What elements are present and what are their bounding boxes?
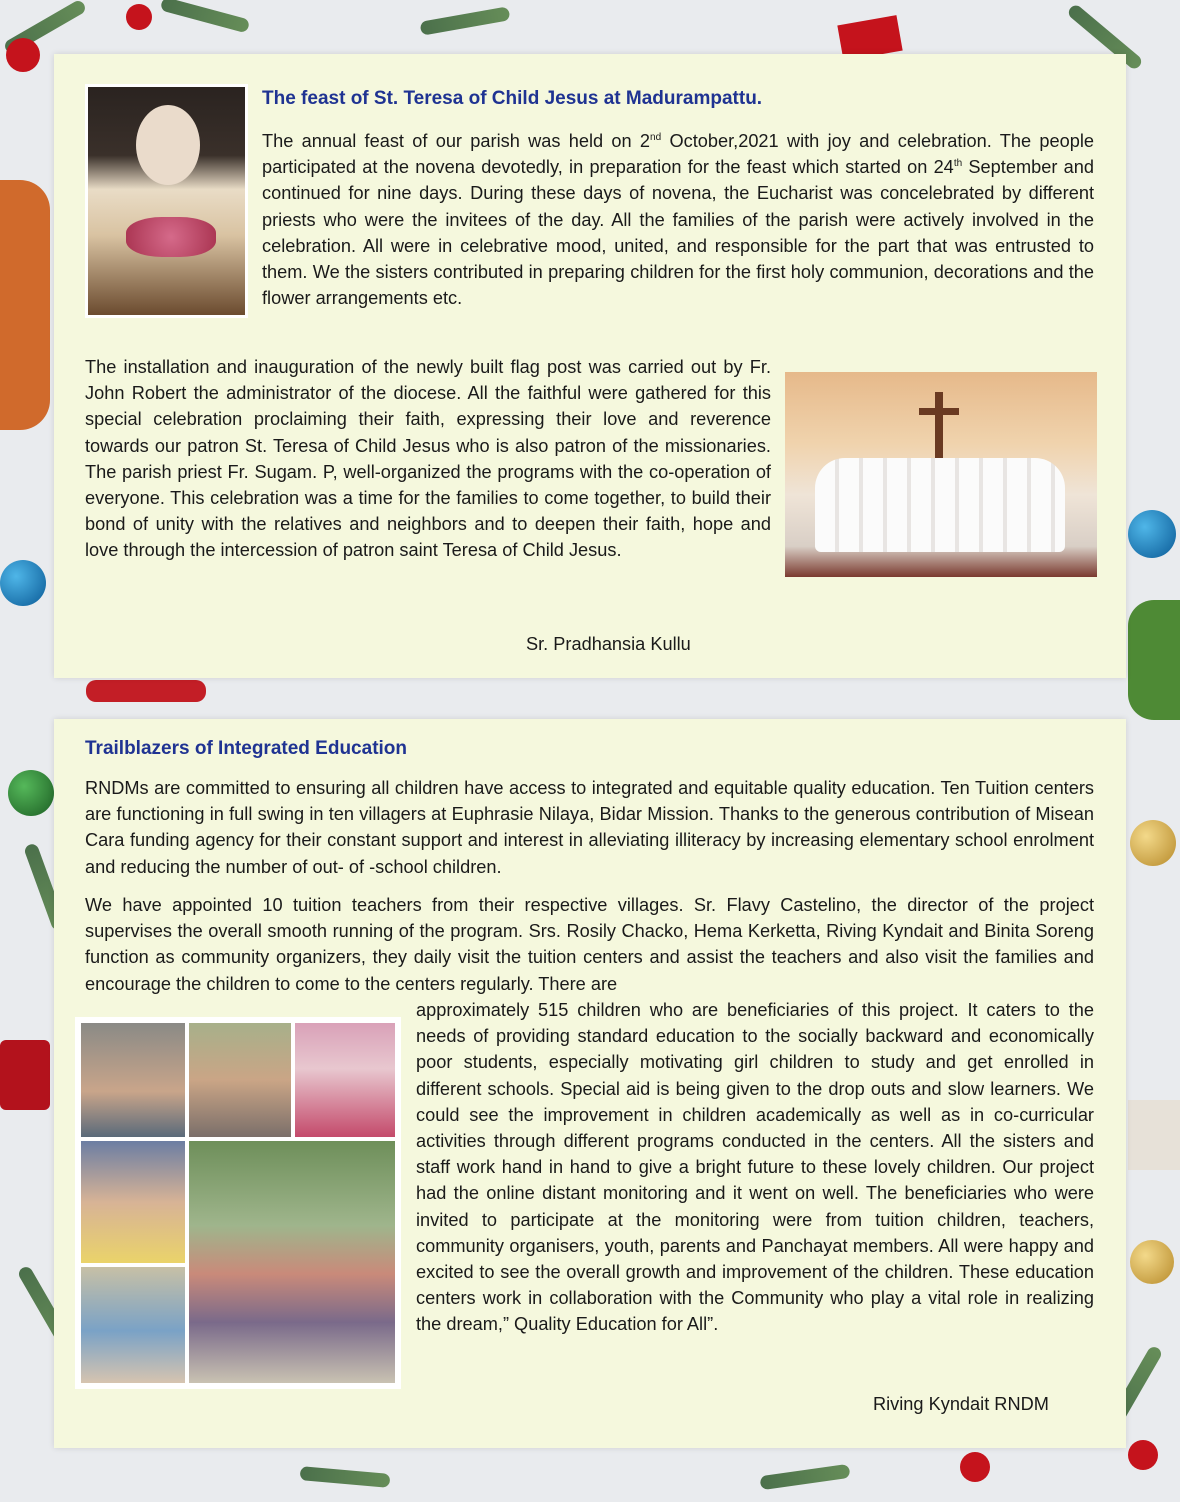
article-title: The feast of St. Teresa of Child Jesus at Madurampattu. [262, 88, 763, 109]
roses-shape [126, 217, 216, 257]
article-author: Riving Kyndait RNDM [873, 1394, 1049, 1414]
paragraph-text: September and continued for nine days. During these days of novena, the Eucharist was concelebrated by different priests who were the invitees of the day. All the families of the parish were actively involved in the celebration. All were in celebrative mood, united, and responsible for the part that was entrusted to them. We the sisters contributed in preparing children for the first holy communion, decorations and the flower arrangements etc. [262, 157, 1094, 309]
gold-ornament-decoration [1130, 1240, 1174, 1284]
gift-box-decoration [0, 1040, 50, 1110]
red-berry-decoration [1128, 1440, 1158, 1470]
gold-ornament-decoration [1130, 820, 1176, 866]
st-teresa-portrait-image [85, 84, 248, 318]
paragraph-text: October,2021 with joy and celebration. The people participated at the novena devotedly, in preparation for the feast which started on 24 [262, 131, 1094, 178]
article-paragraph-1 [262, 128, 1094, 311]
collage-photo [81, 1267, 185, 1383]
pine-branch-decoration [759, 1464, 850, 1490]
pine-branch-decoration [160, 0, 251, 33]
felt-tree-decoration [1128, 600, 1180, 720]
ribbon-decoration [86, 680, 206, 702]
pine-branch-decoration [300, 1466, 391, 1488]
blue-ornament-decoration [0, 560, 46, 606]
collage-photo-large-group [189, 1141, 395, 1383]
collage-photo [295, 1023, 395, 1137]
article-title: Trailblazers of Integrated Education [85, 738, 408, 759]
article-feast-st-teresa [54, 54, 1126, 678]
article-paragraph-1: RNDMs are committed to ensuring all children have access to integrated and equitable quality education. Ten Tuition centers are functioning in full swing in ten villagers at Euphrasie Nilaya, Bidar Mission. Thanks to the generous contribution of Misean Cara funding agency for their constant support and interest in alleviating illiteracy by increasing elementary school enrolment and reducing the number of out- of -school children. [85, 778, 1094, 877]
article-paragraph-2: The installation and inauguration of the newly built flag post was carried out by Fr. John Robert the administrator of the diocese. All the faithful were gathered for this special celebration proclaiming their faith, expressing their love and reverence towards our patron St. Teresa of Child Jesus who is also patron of the missionaries. The parish priest Fr. Sugam. P, well-organized the programs with the co-operation of everyone. This celebration was a time for the families to come together, to build their bond of unity with the relatives and neighbors and to deepen their faith, hope and love through the intercession of patron saint Teresa of Child Jesus. [85, 357, 771, 561]
paragraph-text: The annual feast of our parish was held on 2 [262, 131, 651, 151]
collage-photo [81, 1141, 185, 1263]
tuition-centers-photo-collage [75, 1017, 401, 1389]
article-paragraph-2: We have appointed 10 tuition teachers from their respective villages. Sr. Flavy Castelino, the director of the project supervises the overall smooth running of the program. Srs. Rosily Chacko, Hema Kerketta, Riving Kyndait and Binita Soreng function as community organizers, they daily visit the tuition centers and assist the teachers and also visit the families and encourage the children to come to the centers regularly. There are [85, 895, 1094, 994]
first-communion-group-photo [785, 372, 1097, 577]
cross-shape [935, 392, 943, 462]
blue-ornament-decoration [1128, 510, 1176, 558]
collage-photo [81, 1023, 185, 1137]
collage-photo [189, 1023, 291, 1137]
card-decoration [1128, 1100, 1180, 1170]
ordinal-suffix: nd [650, 131, 662, 143]
children-in-white-shape [815, 458, 1065, 552]
article-trailblazers-education [54, 719, 1126, 1448]
pine-branch-decoration [419, 6, 510, 35]
red-berry-decoration [960, 1452, 990, 1482]
gingerbread-decoration [0, 180, 50, 430]
article-author: Sr. Pradhansia Kullu [526, 634, 691, 654]
red-berry-decoration [126, 4, 152, 30]
green-ornament-decoration [8, 770, 54, 816]
ordinal-suffix: th [953, 158, 963, 170]
article-paragraph-3: approximately 515 children who are beneficiaries of this project. It caters to the needs of providing standard education to the socially backward and economically poor students, especially motivating girl children to study and get enrolled in different schools. Special aid is being given to the drop outs and slow learners. We could see the improvement in children academically as well as in co-curricular activities through different programs conducted in the centers. All the sisters and staff work hand in hand to give a bright future to these lovely children. Our project had the online distant monitoring and it went on well. The beneficiaries who were invited to participate at the monitoring were from tuition children, teachers, community organisers, youth, parents and Panchayat members. All were happy and excited to see the overall growth and improvement of the children. These education centers work in collaboration with the Community who play a vital role in realizing the dream,” Quality Education for All”. [416, 1000, 1094, 1335]
portrait-face-shape [136, 105, 200, 185]
cross-shape [919, 408, 959, 415]
red-berry-decoration [6, 38, 40, 72]
